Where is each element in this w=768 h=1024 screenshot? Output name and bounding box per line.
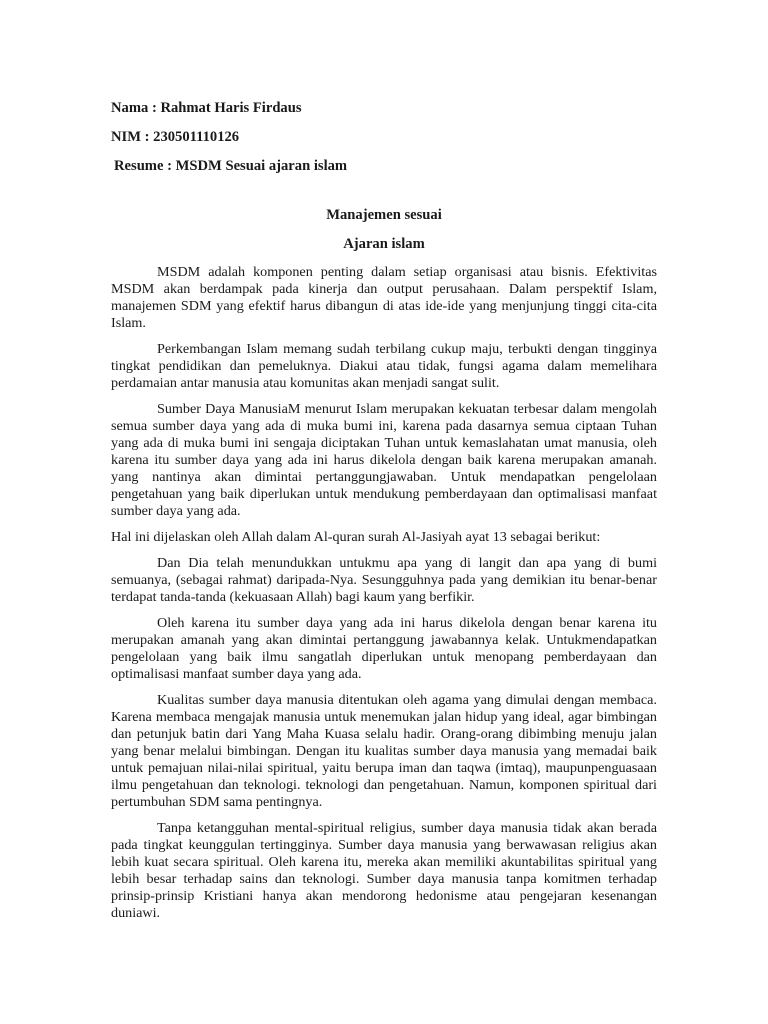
paragraph-4: Hal ini dijelaskan oleh Allah dalam Al-quran surah Al-Jasiyah ayat 13 sebagai berikut: (111, 529, 601, 545)
document-title (111, 206, 657, 254)
title-line-2: Ajaran islam (343, 236, 425, 252)
paragraph-1: MSDM adalah komponen penting dalam setiap organisasi atau bisnis. Efektivitas MSDM akan berdampak pada kinerja dan output perusahaan. Dalam perspektif Islam, manajemen SDM yang efektif harus dibangun di atas ide-ide yang menjunjung tinggi cita-cita Islam. (111, 264, 657, 331)
paragraph-7: Kualitas sumber daya manusia ditentukan oleh agama yang dimulai dengan membaca. Karena membaca mengajak manusia untuk menemukan jalan hidup yang ideal, agar bimbingan dan petunjuk batin dari Yang Maha Kuasa selalu hadir. Orang-orang dibimbing menuju jalan yang benar melalui bimbingan. Dengan itu kualitas sumber daya manusia yang memadai baik untuk pemajuan nilai-nilai spiritual, yaitu berupa iman dan taqwa (imtaq), maupunpenguasaan ilmu pengetahuan dan teknologi. teknologi dan pengetahuan. Namun, komponen spiritual dari pertumbuhan SDM sama pentingnya. (111, 692, 657, 810)
body-text (111, 264, 657, 922)
quran-quote: Dan Dia telah menundukkan untukmu apa yang di langit dan apa yang di bumi semuanya, (sebagai rahmat) daripada-Nya. Sesungguhnya pada yang demikian itu benar-benar terdapat tanda-tanda (kekuasaan Allah) bagi kaum yang berfikir. (111, 555, 657, 605)
student-name: Nama : Rahmat Haris Firdaus (111, 100, 302, 116)
paragraph-8: Tanpa ketangguhan mental-spiritual religius, sumber daya manusia tidak akan berada pada tingkat keunggulan tertingginya. Sumber daya manusia yang berwawasan religius akan lebih kuat secara spiritual. Oleh karena itu, mereka akan memiliki akuntabilitas spiritual yang lebih besar terhadap sains dan teknologi. Sumber daya manusia tanpa komitmen terhadap prinsip-prinsip Kristiani hanya akan mendorong hedonisme atau pengejaran kesenangan duniawi. (111, 820, 657, 921)
paragraph-6: Oleh karena itu sumber daya yang ada ini harus dikelola dengan benar karena itu merupakan amanah yang akan dimintai pertanggung jawabannya kelak. Untukmendapatkan pengelolaan yang baik ilmu sangatlah diperlukan untuk menopang pemberdayaan dan optimalisasi manfaat sumber daya yang ada. (111, 615, 657, 682)
resume-title: Resume : MSDM Sesuai ajaran islam (114, 158, 348, 174)
header-block (111, 99, 657, 176)
paragraph-3: Sumber Daya ManusiaM menurut Islam merupakan kekuatan terbesar dalam mengolah semua sumber daya yang ada di muka bumi ini, karena pada dasarnya semua ciptaan Tuhan yang ada di muka bumi ini sengaja diciptakan Tuhan untuk kemaslahatan umat manusia, oleh karena itu sumber daya yang ada ini harus dikelola dengan baik karena merupakan amanah. yang nantinya akan dimintai pertanggungjawaban. Untuk mendapatkan pengelolaan pengetahuan yang baik diperlukan untuk mendukung pemberdayaan dan optimalisasi manfaat sumber daya yang ada. (111, 401, 657, 519)
title-line-1: Manajemen sesuai (326, 207, 442, 223)
paragraph-2: Perkembangan Islam memang sudah terbilang cukup maju, terbukti dengan tingginya tingkat pendidikan dan pemeluknya. Diakui atau tidak, fungsi agama dalam memelihara perdamaian antar manusia atau komunitas akan menjadi sangat sulit. (111, 341, 657, 391)
student-nim: NIM : 230501110126 (111, 129, 240, 145)
